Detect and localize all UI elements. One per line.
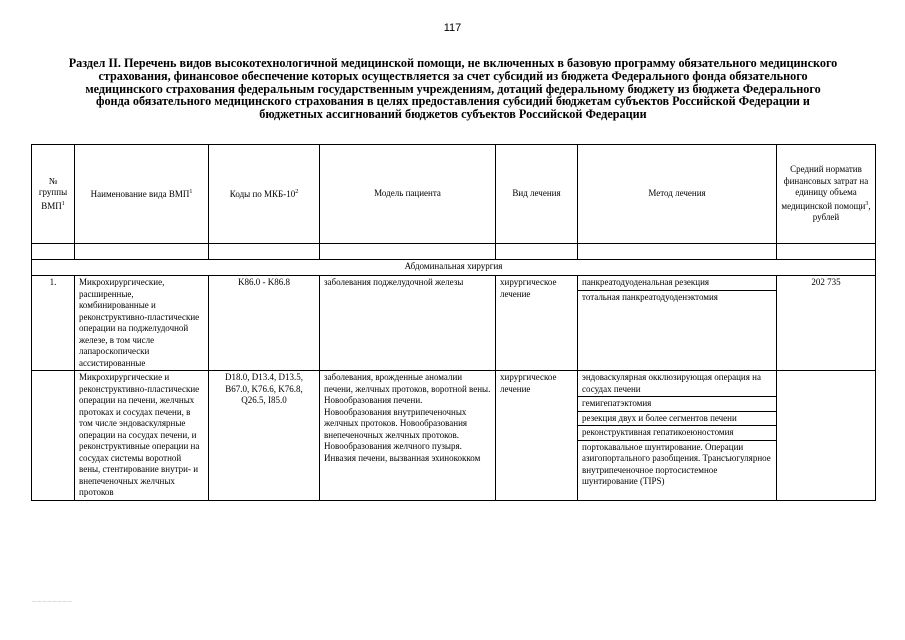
blank-row — [32, 244, 876, 260]
page-number: 117 — [443, 22, 462, 34]
row-average-cost — [777, 371, 876, 501]
method-item: эндоваскулярная окклюзирующая операция на сосудах печени — [578, 371, 776, 397]
header-patient-model: Модель пациента — [320, 145, 496, 244]
method-item: панкреатодуоденальная резекция — [578, 276, 776, 291]
row-vmp-name: Микрохирургические и реконструктивно-пластические операции на печени, желчных протоках и сосудах печени, в том числе эндоваскулярные операции на сосудах печени, и реконструктивные операции на сосудах системы воротной вены, стентирование внутри- и внепеченочных желчных протоков — [75, 371, 209, 501]
row-treatment-methods — [578, 276, 777, 371]
table-row — [32, 371, 876, 501]
table-header-row — [32, 145, 876, 244]
row-icd-codes: D18.0, D13.4, D13.5, B67.0, K76.6, K76.8, Q26.5, I85.0 — [209, 371, 320, 501]
method-item: реконструктивная гепатикоеюностомия — [578, 426, 776, 441]
header-icd-codes: Коды по МКБ-$10^2$ — [209, 145, 320, 244]
document-title: Раздел II. Перечень видов высокотехнологичной медицинской помощи, не включенных в базовую программу обязательного медицинского страхования, финансовое обеспечение которых осуществляется за счет субсидий из бюджета Федерального фонда обязательного медицинского страхования федеральным государственным учреждениям, дотаций федеральному бюджету из бюджета Федерального фонда обязательного медицинского страхования в целях предоставления субсидий бюджетам субъектов Российской Федерации и бюджетных ассигнований бюджетов субъектов Российской Федерации — [68, 56, 838, 122]
table-row — [32, 276, 876, 371]
row-icd-codes: K86.0 - K86.8 — [209, 276, 320, 371]
row-average-cost: 202 735 — [777, 276, 876, 371]
vmp-table — [31, 144, 876, 501]
header-treatment-type: Вид лечения — [496, 145, 578, 244]
row-patient-model: заболевания поджелудочной железы — [320, 276, 496, 371]
method-item: гемигепатэктомия — [578, 397, 776, 412]
row-treatment-type: хирургическое лечение — [496, 371, 578, 501]
row-patient-model: заболевания, врожденные аномалии печени, желчных протоков, воротной вены. Новообразования печени. Новообразования внутрипеченочных желчных протоков. Новообразования внепеченочных желчных протоков. Новообразования желчного пузыря. Инвазия печени, вызванная эхинококком — [320, 371, 496, 501]
row-vmp-name: Микрохирургические, расширенные, комбинированные и реконструктивно-пластические операции на поджелудочной железе, в том числе лапароскопически ассистированные — [75, 276, 209, 371]
header-group-number: № группы ВМП$^1$ — [32, 145, 75, 244]
row-group-number: 1. — [32, 276, 75, 371]
method-item: резекция двух и более сегментов печени — [578, 412, 776, 427]
header-vmp-name: Наименование вида ВМП$^1$ — [75, 145, 209, 244]
method-item: тотальная панкреатодуоденэктомия — [582, 291, 718, 302]
row-treatment-methods — [578, 371, 777, 501]
header-average-cost: Средний норматив финансовых затрат на единицу объема медицинской помощи$^3$, рублей — [777, 145, 876, 244]
method-item: портокавальное шунтирование. Операции азигопортального разобщения. Трансъюгулярное внутрипеченочное портосистемное шунтирование (TIPS) — [582, 441, 771, 486]
row-treatment-type: хирургическое лечение — [496, 276, 578, 371]
footer-watermark: — — — — — — — — — [32, 598, 72, 603]
section-title: Абдоминальная хирургия — [32, 260, 876, 276]
section-row — [32, 260, 876, 276]
row-group-number — [32, 371, 75, 501]
header-treatment-method: Метод лечения — [578, 145, 777, 244]
